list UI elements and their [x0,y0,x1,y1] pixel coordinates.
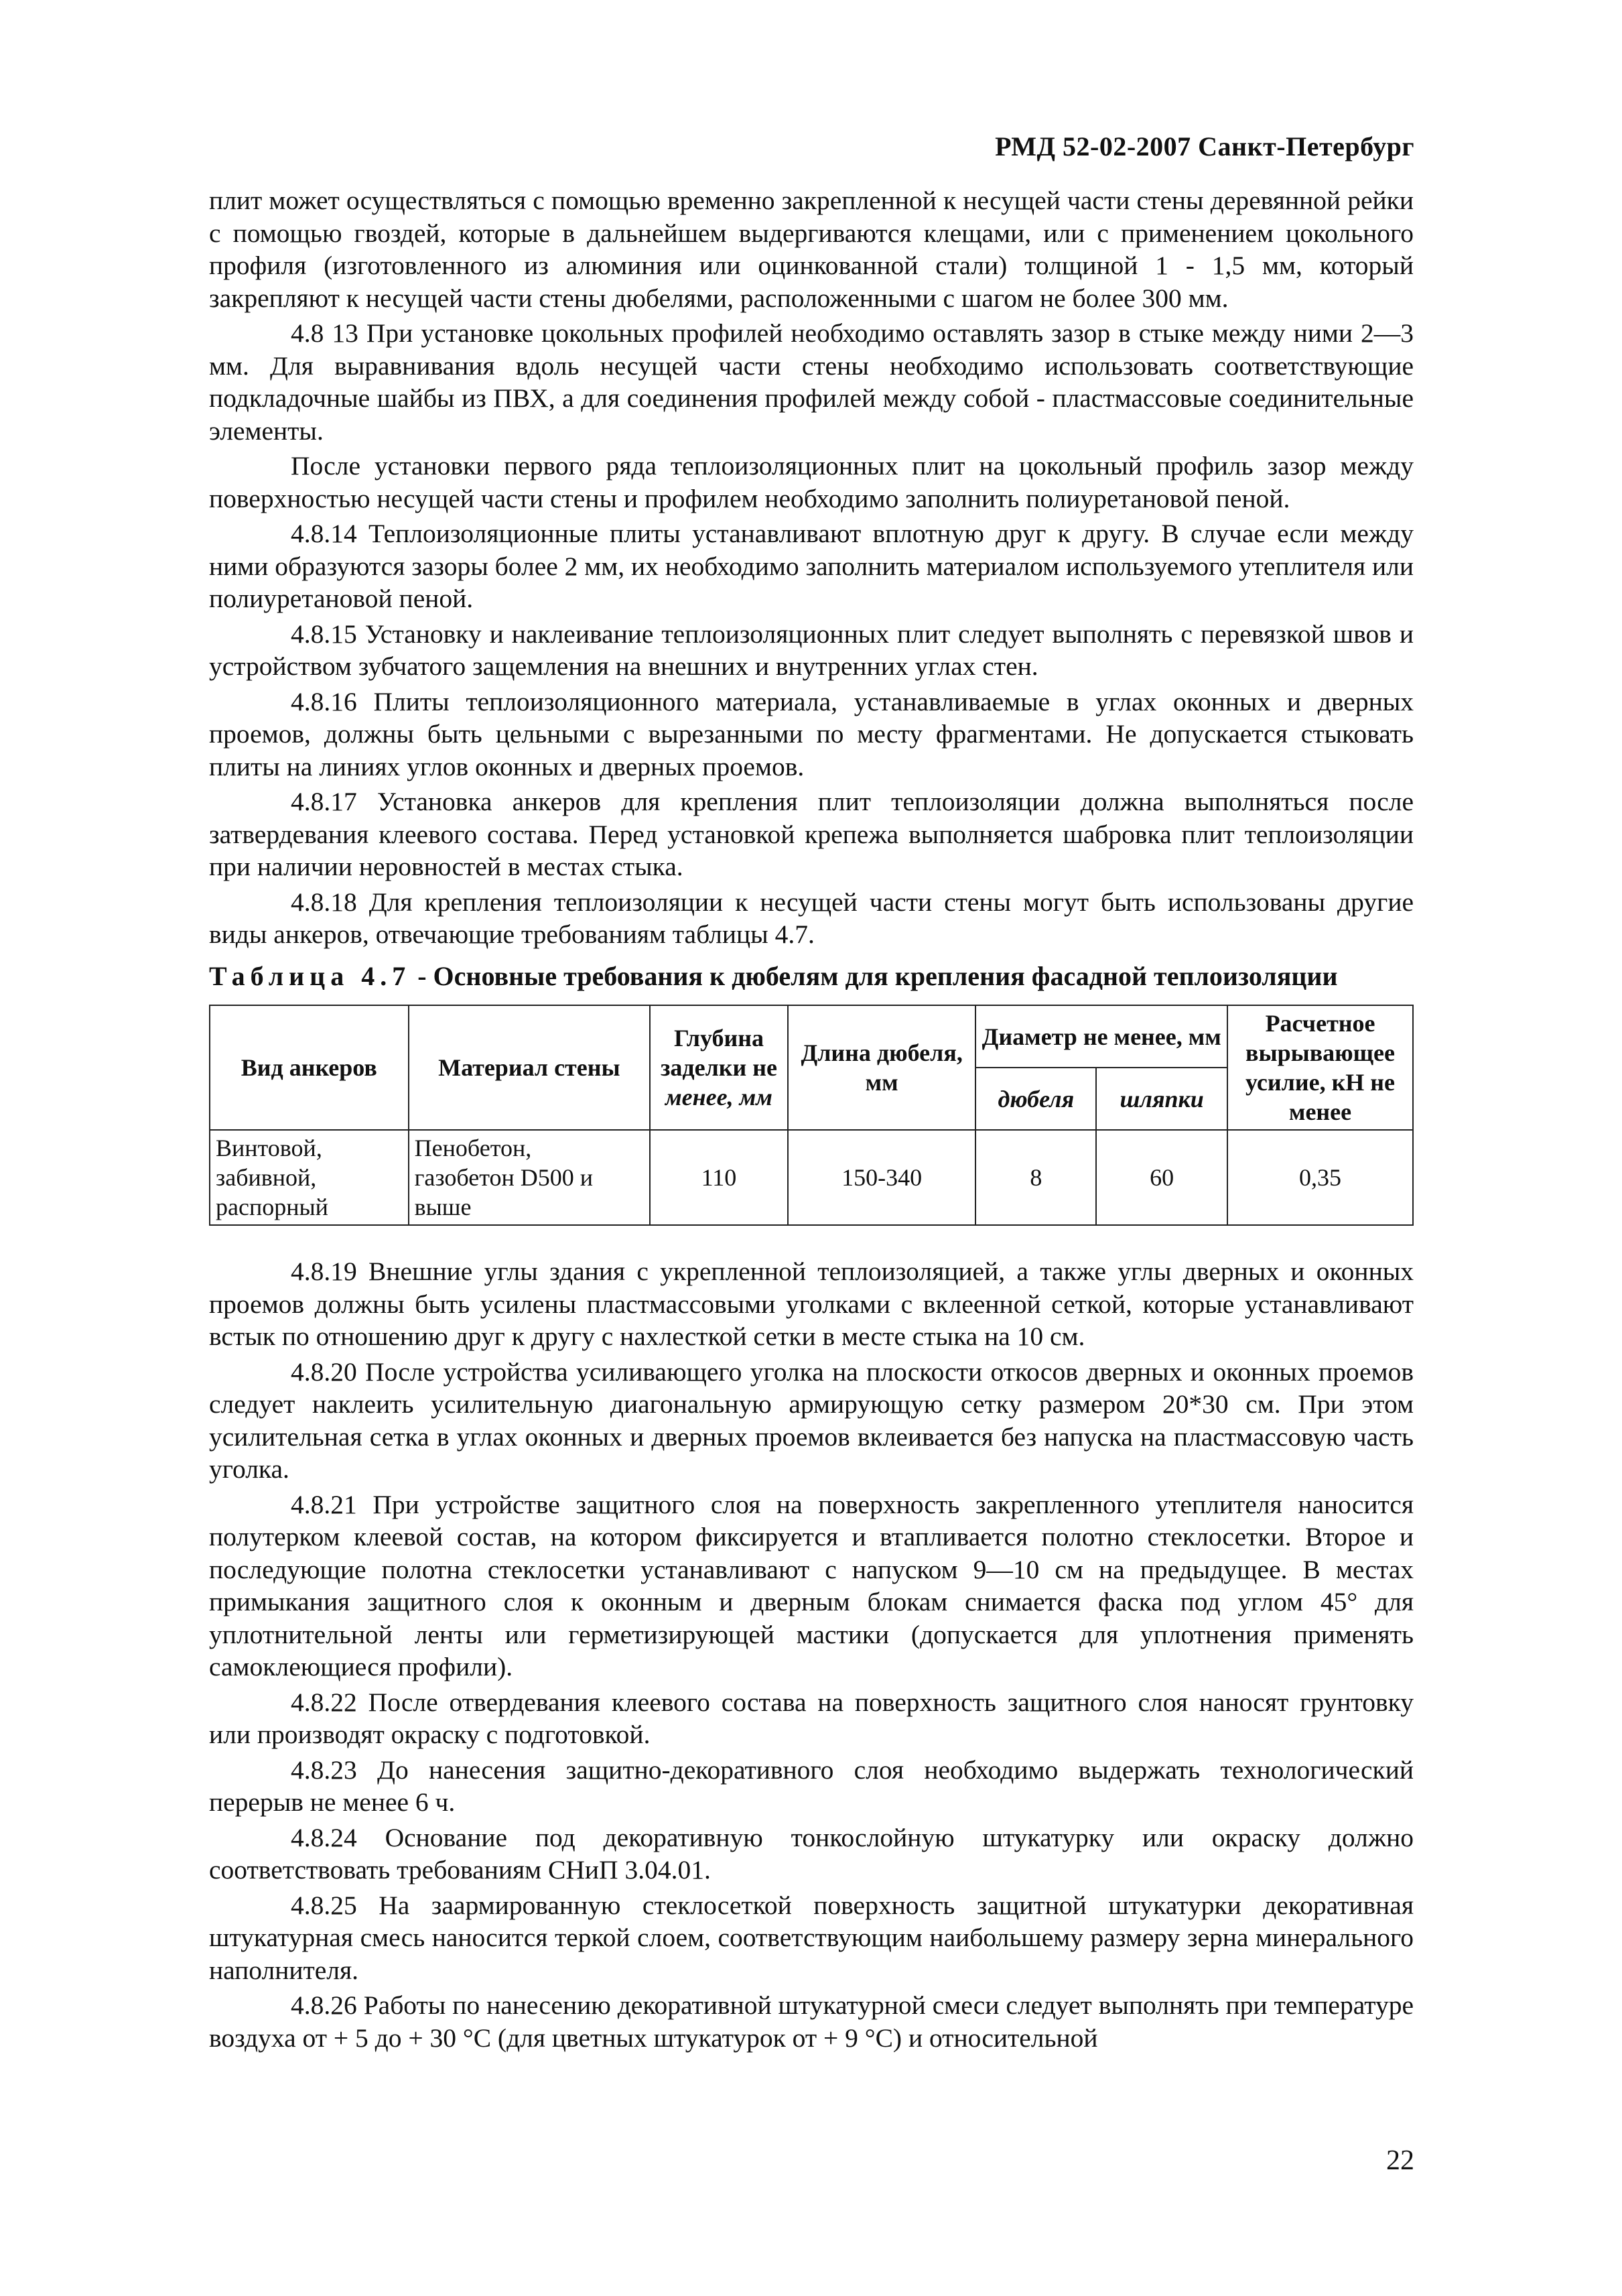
table-cell: 8 [975,1130,1096,1225]
paragraph: 4.8.21 При устройстве защитного слоя на поверхность закрепленного утеплителя наносится полутерком клеевой состав, на котором фиксируется и втапливается полотно стеклосетки. Второе и последующие полотна стеклосетки устанавливают с напуском 9—10 см на предыдущее. В местах примыкания защитного слоя к оконным и дверным блокам снимается фаска под углом 45° для уплотнительной ленты или герметизирующей мастики (допускается для уплотнения применять самоклеющиеся профили). [209,1489,1414,1681]
table-cell: 150-340 [788,1130,976,1225]
table-cell: 110 [650,1130,788,1225]
page-header: РМД 52-02-2007 Санкт-Петербург [995,131,1414,162]
paragraph: 4.8.15 Установку и наклеивание теплоизоляционных плит следует выполнять с перевязкой швов и устройством зубчатого защемления на внешних и внутренних углах стен. [209,619,1414,681]
anchors-table [209,1005,1414,1226]
table-cell: 60 [1096,1130,1227,1225]
paragraph: 4.8.16 Плиты теплоизоляционного материала, устанавливаемые в углах оконных и дверных проемов, должны быть цельными с вырезанными по месту фрагментами. Не допускается стыковать плиты на линиях углов оконных и дверных проемов. [209,686,1414,781]
table-cell: Винтовой, забивной, распорный [210,1130,409,1225]
column-header: Длина дюбеля, мм [788,1005,976,1130]
paragraph: 4.8.17 Установка анкеров для крепления плит теплоизоляции должна выполняться после затвердевания клеевого состава. Перед установкой крепежа выполняется шабровка плит теплоизоляции при наличии неровностей в местах стыка. [209,787,1414,881]
paragraph: После установки первого ряда теплоизоляционных плит на цокольный профиль зазор между поверхностью несущей части стены и профилем необходимо заполнить полиуретановой пеной. [209,451,1414,513]
paragraph: 4.8.14 Теплоизоляционные плиты устанавливают вплотную друг к другу. В случае если между ними образуются зазоры более 2 мм, их необходимо заполнить материалом используемого утеплителя или полиуретановой пеной. [209,519,1414,613]
paragraph: 4.8.22 После отвердевания клеевого состава на поверхность защитного слоя наносят грунтовку или производят окраску с подготовкой. [209,1687,1414,1749]
paragraph: 4.8.19 Внешние углы здания с укрепленной теплоизоляцией, а также углы дверных и оконных проемов должны быть усилены пластмассовыми уголками с вклеенной сеткой, которые устанавливают встык по отношению друг к другу с нахлесткой сетки в месте стыка на 10 см. [209,1257,1414,1351]
page-content [209,184,1414,2057]
table-row [210,1130,1413,1225]
paragraph: 4.8.18 Для крепления теплоизоляции к несущей части стены могут быть использованы другие виды анкеров, отвечающие требованиям таблицы 4.7. [209,887,1414,949]
paragraph: 4.8 13 При установке цокольных профилей необходимо оставлять зазор в стыке между ними 2—3 мм. Для выравнивания вдоль несущей части стены необходимо использовать соответствующие подкладочные шайбы из ПВХ, а для соединения профилей между собой - пластмассовые соединительные элементы. [209,318,1414,446]
column-header: Глубина заделки не менее, мм [650,1005,788,1130]
column-subheader: шляпки [1096,1068,1227,1130]
table-caption [209,960,1414,993]
column-header: Материал стены [409,1005,650,1130]
column-header: Расчетное вырывающее усилие, кН не менее [1227,1005,1413,1130]
paragraph: 4.8.26 Работы по нанесению декоративной штукатурной смеси следует выполнять при температуре воздуха от + 5 до + 30 °С (для цветных штукатурок от + 9 °С) и относительной [209,1990,1414,2053]
column-header: Диаметр не менее, мм [975,1005,1227,1068]
paragraph: 4.8.23 До нанесения защитно-декоративного слоя необходимо выдержать технологический перерыв не менее 6 ч. [209,1755,1414,1817]
column-header: Вид анкеров [210,1005,409,1130]
paragraph: плит может осуществляться с помощью временно закрепленной к несущей части стены деревянной рейки с помощью гвоздей, которые в дальнейшем выдергиваются клещами, или с применением цокольного профиля (изготовленного из алюминия или оцинкованной стали) толщиной 1 - 1,5 мм, который закрепляют к несущей части стены дюбелями, расположенными с шагом не более 300 мм. [209,186,1414,313]
paragraph: 4.8.24 Основание под декоративную тонкослойную штукатурку или окраску должно соответствовать требованиям СНиП 3.04.01. [209,1822,1414,1885]
paragraph: 4.8.25 На заармированную стеклосеткой поверхность защитной штукатурки декоративная штукатурная смесь наносится теркой слоем, соответствующим наибольшему размеру зерна минерального наполнителя. [209,1890,1414,1985]
column-subheader: дюбеля [975,1068,1096,1130]
page-number: 22 [1386,2145,1414,2176]
table-caption-text: - Основные требования к дюбелям для крепления фасадной теплоизоляции [411,960,1338,991]
table-cell: Пенобетон, газобетон D500 и выше [409,1130,650,1225]
paragraph: 4.8.20 После устройства усиливающего уголка на плоскости откосов дверных и оконных проемов следует наклеить усилительную диагональную армирующую сетку размером 20*30 см. При этом усилительная сетка в углах оконных и дверных проемов вклеивается без напуска на пластмассовую часть уголка. [209,1356,1414,1484]
table-cell: 0,35 [1227,1130,1413,1225]
table-header-row [210,1005,1413,1068]
table-caption-label: Таблица 4.7 [209,960,411,991]
